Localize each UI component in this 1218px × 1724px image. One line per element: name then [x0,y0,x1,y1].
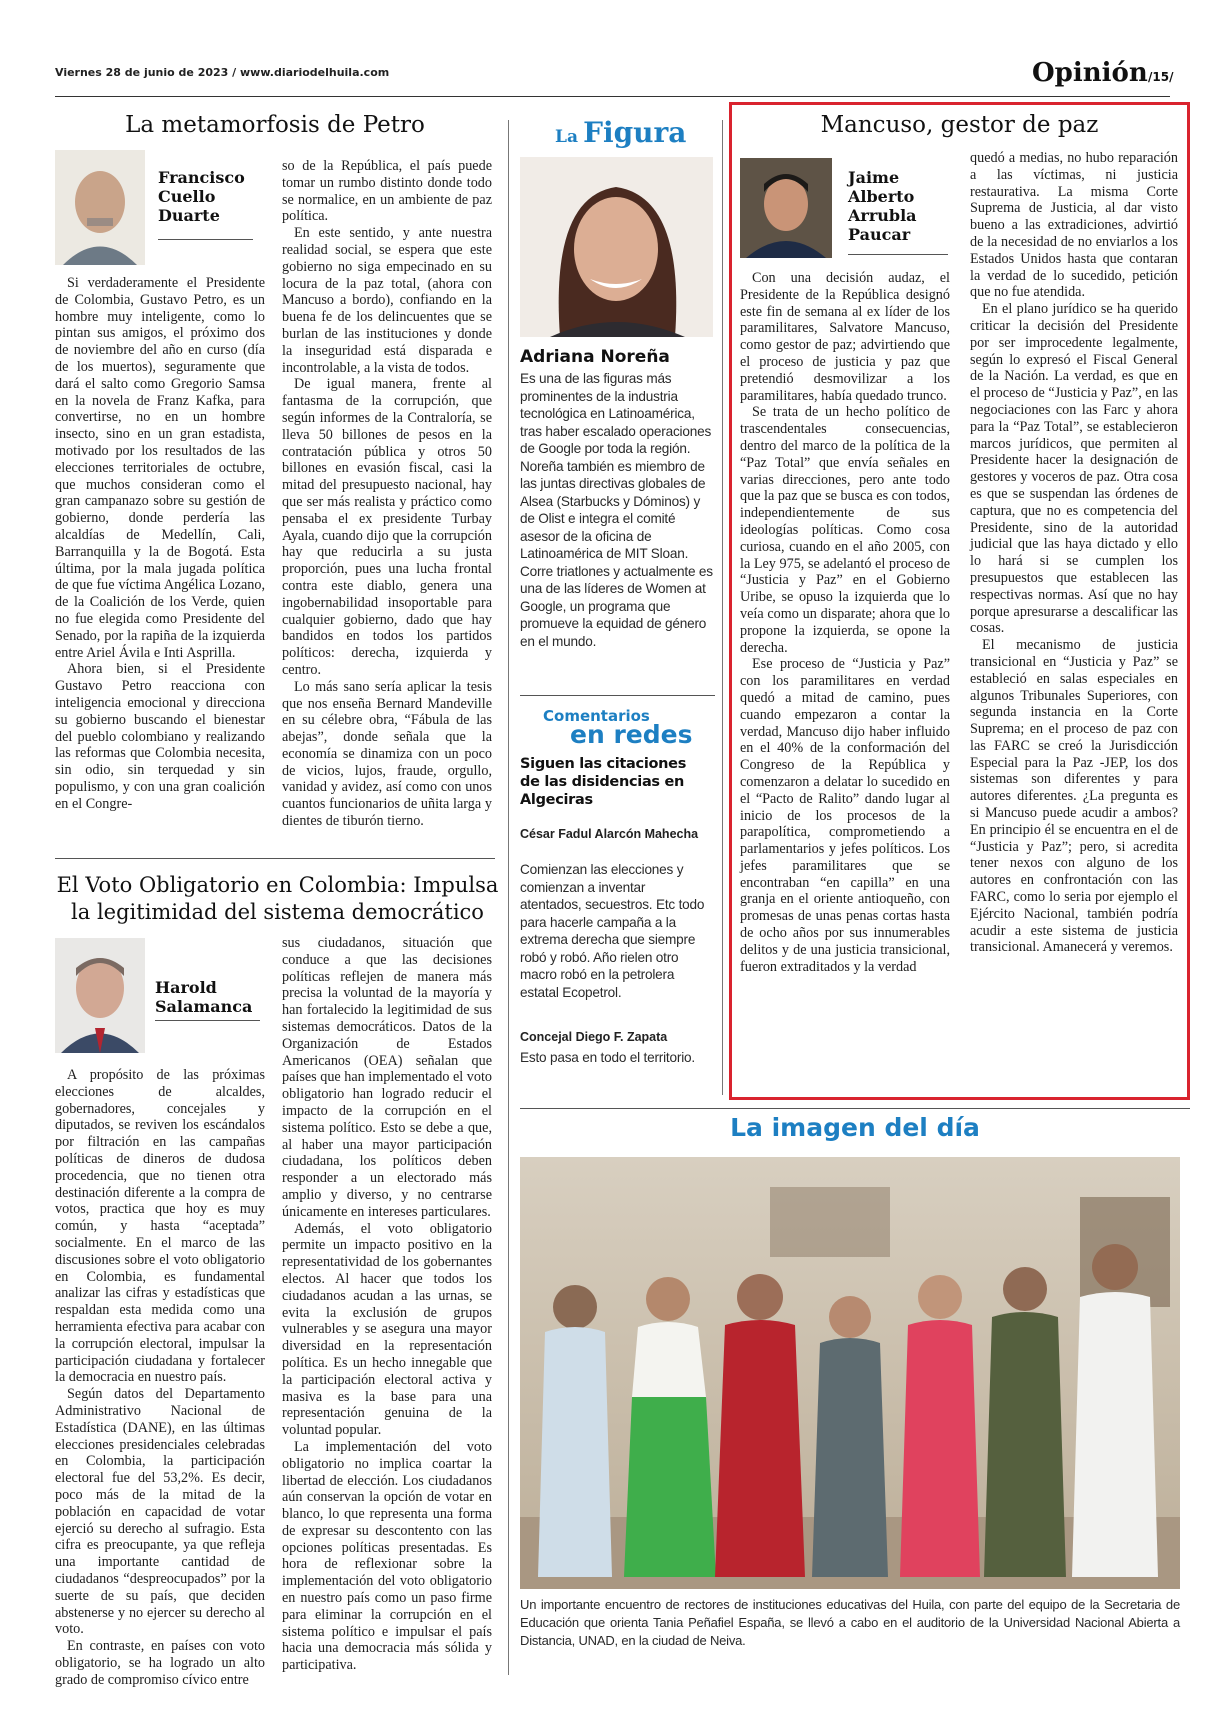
redes-headline: Siguen las citaciones de las disidencias en Algeciras [520,756,687,808]
group-photo-icon [520,1157,1180,1589]
figura-text: Es una de las figuras más prominentes de la industria tecnológica en Latinoamérica, tras haber escalado operaciones de Google por toda la región. Noreña también es miembro de las juntas directivas globales de Alsea (Starbucks y Dóminos) y de Olist e integra el comité asesor de la oficina de Latinoamérica de MIT Sloan. Corre triatlones y actualmente es una de las líderes de Women at Google, un programa que promueve la equidad de género en el mundo. [520,371,713,649]
redes-comment-1-text: Comienzan las elecciones y comienzan a inventar atentados, secuestros. Etc todo para hacerle campaña a la extrema derecha que siempre robó y robó. Año rielen otro macro robó en la petrolera estatal Ecopetrol. [520,862,705,1000]
imagen-del-dia-title: La imagen del día [730,1113,980,1142]
redes-comment-2-author: Concejal Diego F. Zapata [520,1030,668,1044]
header-date-site: Viernes 28 de junio de 2023 / www.diariodelhuila.com [55,66,390,79]
author-name-cuello: Francisco Cuello Duarte [158,168,245,225]
divider-petro-voto [55,858,495,859]
article-mancuso-col2: quedó a medias, no hubo reparación a las víctimas, ni justicia restaurativa. La misma Corte Suprema de Justicia, al dar visto bueno a las extradiciones, advirtió de la necesidad de no enviarlos a los Estados Unidos hasta que contaran la verdad de lo sucedido, petición que no fue atendida. En el plano jurídico se ha querido criticar la decisión del Presidente por ser improcedente legalmente, según lo expresó el Fiscal General de la Nación. La verdad, es que en el proceso de “Justicia y Paz”, en las negociaciones con las Farc y ahora para la “Paz Total”, se establecieron marcos jurídicos, que permiten al Presidente hacer la designación de gestores y voceros de paz. Otra cosa es que se suspendan las órdenes de captura, que no es competencia del Presidente, sino de la autoridad judicial que las haya dictado y ello lo hará si se cumplen los presupuestos que establecen las respectivas normas. Así que no hay porque apresurarse a descalificar las cosas. El mecanismo de justicia transicional en “Justicia y Paz” se estableció en salas especiales en algunos Tribunales Superiores, con segunda instancia en la Corte Suprema; en el proceso de paz con las FARC se creó la Jurisdicción Especial para la Paz -JEP, los dos sistemas son diferentes y para autores diferentes. ¿La pregunta es si Mancuso puede acudir a ambos? En principio él se encuentra en el de “Justicia y Paz”; pero, si acredita tener nexos con alguno de los autores en confrontación con las FARC, como lo seria por ejemplo el Ejército Nacional, también podría acudir a este sistema de justicia transicional. Amanecerá y veremos. [970,150,1179,956]
header-rule [55,96,1170,97]
author-name-arrubla: Jaime Alberto Arrubla Paucar [848,168,917,244]
page-number: /15/ [1148,70,1174,84]
redes-label-2: en redes [570,720,693,749]
redes-comment-2-text: Esto pasa en todo el territorio. [520,1050,695,1065]
portrait-icon [55,150,145,265]
divider-figura-redes [520,695,715,696]
column-divider-center [722,120,723,1095]
section-title: Opinión [1032,58,1148,88]
redes-label-1: Comentarios [543,707,650,725]
portrait-icon [740,158,832,258]
column-divider-left [508,120,509,1675]
imagen-del-dia-caption: Un importante encuentro de rectores de instituciones educativas del Huila, con parte del equipo de la Secretaria de Educación que orienta Tania Peñafiel España, se llevó a cabo en el auditorio de la Universidad Nacional Abierta a Distancia, UNAD, en la ciudad de Neiva. [520,1597,1180,1648]
imagen-del-dia-photo [520,1157,1180,1589]
article-voto-col1: A propósito de las próximas elecciones de alcaldes, gobernadores, concejales y diputados, se reviven los escándalos por filtración en las campañas políticas de dineros de dudosa procedencia, que no tienen otra destinación diferente a la compra de votos, practica que hoy es muy común, y hasta “aceptada” socialmente. En el marco de las discusiones sobre el voto obligatorio en Colombia, es fundamental analizar las cifras y estadísticas que respaldan esta medida como una herramienta efectiva para acabar con la corrupción electoral, impulsar la participación ciudadana y fortalecer la democracia en nuestro país. Según datos del Departamento Administrativo Nacional de Estadística (DANE), en las últimas elecciones presidenciales celebradas en Colombia, la participación electoral fue del 53,2%. Es decir, poco más de la mitad de la población en capacidad de votar ejerció su derecho al sufragio. Esta cifra es preocupante, ya que refleja una importante cantidad de ciudadanos “despreocupados” por la suerte de su país, que deciden abstenerse y no ejercer su derecho al voto. En contraste, en países con voto obligatorio, se ha logrado un alto grado de compromiso cívico entre [55,1067,265,1688]
article-mancuso-col1: Con una decisión audaz, el Presidente de la República designó este fin de semana al ex líder de los paramilitares, Salvatore Mancuso, como gestor de paz; advirtiendo que el proceso de justicia y paz que pretendió desmovilizar a los paramilitares, había quedado trunco. Se trata de un hecho político de trascendentales consecuencias, dentro del marco de la política de la “Paz Total” que envía señales en varias direcciones, pero ante todo que la paz que se busca es con todos, independientemente de sus ideologías políticas. Como cosa curiosa, cuando en el año 2005, con la Ley 975, se adelantó el proceso de “Justicia y Paz” en el Gobierno Uribe, se opuso la izquierda que lo veía como un disparate; ahora que lo propone la izquierda, se opone la derecha. Ese proceso de “Justicia y Paz” con los paramilitares en verdad quedó a mitad de camino, pues cuando empezaron a contar la verdad, Mancuso dijo haber influido en el 40% de la conformación del Congreso de la República y comenzaron a delatar lo sucedido en el “Pacto de Ralito” dando lugar al inicio de los procesos de la parapolítica, comprometiendo a parlamentarios y jefes políticos. Los jefes paramilitares que se encontraban “en capilla” en una granja en el oriente antioqueño, con promesas de unas penas cortas hasta de ocho años por sus innumerables delitos y de una justicia transicional, fueron extraditados y la verdad [740,270,950,975]
author-rule-salamanca [155,1020,260,1021]
article-petro-title: La metamorfosis de Petro [125,112,425,138]
figura-photo [520,157,713,337]
divider-top-imagen [520,1108,1190,1109]
redes-comment-1-author: César Fadul Alarcón Mahecha [520,827,699,841]
article-petro-col2: so de la República, el país puede tomar un rumbo distinto donde todo se normalice, en un ambiente de paz política. En este sentido, y ante nuestra realidad social, se espera que este gobierno no siga empecinado en su locura de la paz total, (ahora con Mancuso a bordo), confiando en la buena fe de los delincuentes que se burlan de las instituciones y donde la inseguridad está disparada e incontrolable, a la vista de todos. De igual manera, frente al fantasma de la corrupción, que según informes de la Contraloría, se lleva 50 billones de pesos en la contratación pública y otros 50 billones en evasión fiscal, casi la mitad del presupuesto nacional, hay que ser más realista y práctico como pensaba el ex presidente Turbay Ayala, cuando dijo que la corrupción hay que reducirla a su justa proporción, pues una lucha frontal contra este diablo, genera una ingobernabilidad insoportable para cualquier gobierno, dado que hay bandidos en todos los partidos políticos: derecha, izquierda y centro. Lo más sano sería aplicar la tesis que nos enseña Bernard Mandeville en su célebre obra, “Fábula de las abejas”, donde señala que la economía se dinamiza con un poco de vicios, lujos, fraude, orgullo, vanidad y avidez, así como con unos cuantos funcionarios de uñita larga y dientes de tiburón tierno. [282,158,492,830]
article-mancuso-title: Mancuso, gestor de paz [820,112,1099,138]
figura-name: Adriana Noreña [520,347,670,367]
portrait-icon [55,938,145,1053]
author-photo-salamanca [55,938,145,1053]
author-photo-cuello [55,150,145,265]
author-photo-arrubla [740,158,832,258]
figura-label: La Figura [555,116,687,149]
article-voto-col2: sus ciudadanos, situación que conduce a que las decisiones políticas reflejen de manera más precisa la voluntad de la mayoría y han fortalecido la legitimidad de sus sistemas democráticos. Datos de la Organización de Estados Americanos (OEA) señalan que países que han implementado el voto obligatorio han logrado reducir el impacto de la corrupción en el sistema político. Esto se debe a que, al haber una mayor participación ciudadana, los políticos deben responder a un electorado más amplio y diverso, y no centrarse únicamente en intereses particulares. Además, el voto obligatorio permite un impacto positivo en la representatividad de los gobernantes electos. Al hacer que todos los ciudadanos acudan a las urnas, se evita la exclusión de grupos vulnerables y se asegura una mayor diversidad en la representación política. Es un hecho innegable que la participación electoral activa y masiva es la base para una representación genuina de la voluntad popular. La implementación del voto obligatorio no implica coartar la libertad de elección. Los ciudadanos aún conservan la opción de votar en blanco, lo que representa una forma de expresar su descontento con las opciones políticas presentadas. Es hora de reflexionar sobre la implementación del voto obligatorio en nuestro país como un paso firme para eliminar la corrupción en el sistema político e impulsar el país hacia una democracia más sólida y participativa. [282,935,492,1674]
article-petro-col1: Si verdaderamente el Presidente de Colombia, Gustavo Petro, es un hombre muy inteligente, como lo pintan sus amigos, el próximo dos de noviembre del año en curso (día de los muertos), seguramente que dará el salto como Gregorio Samsa en la novela de Franz Kafka, para convertirse, no en un hombre insecto, sino en un gran estadista, motivado por los resultados de las elecciones territoriales de octubre, que muchos consideran como el gran campanazo sobre su gestión de gobierno, donde perdería las alcaldías de Medellín, Cali, Barranquilla y la de Bogotá. Esta última, por la mala jugada política de que fue víctima Angélica Lozano, de la Coalición de los Verde, quien no fue elegida como Presidente del Senado, por la rapiña de la izquierda entre Ariel Ávila e Inti Asprilla. Ahora bien, si el Presidente Gustavo Petro reacciona con inteligencia emocional y direcciona su gobierno buscando el bienestar del pueblo colombiano y realizando las reformas que Colombia necesita, sin odio, sin terquedad y sin populismo, y con una gran coalición en el Congre- [55,275,265,812]
author-rule-arrubla [848,254,948,255]
author-name-salamanca: Harold Salamanca [155,978,253,1016]
article-voto-title: El Voto Obligatorio en Colombia: Impulsa la legitimidad del sistema democrático [56,873,499,924]
portrait-icon [520,157,713,337]
author-rule-cuello [158,239,253,240]
